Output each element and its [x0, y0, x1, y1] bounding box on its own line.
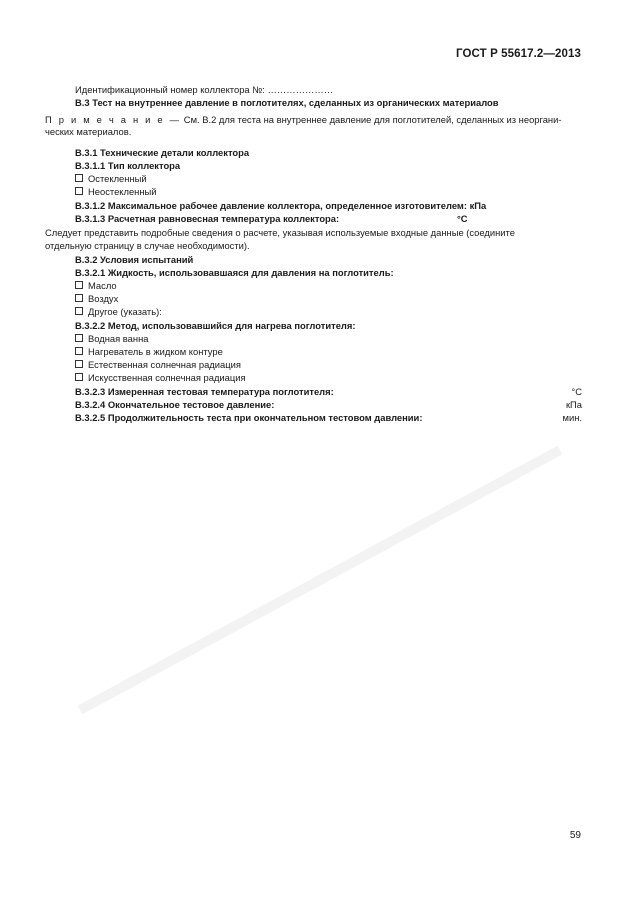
checkbox[interactable] [75, 373, 83, 381]
b324-heading: В.3.2.4 Окончательное тестовое давление: [75, 399, 275, 410]
checkbox[interactable] [75, 360, 83, 368]
section-title: В.3 Тест на внутреннее давление в поглотителях, сделанных из органических материалов [75, 97, 499, 108]
b322-heading: В.3.2.2 Метод, использовавшийся для нагрева поглотителя: [75, 320, 356, 331]
b323-unit: °С [571, 386, 582, 397]
instruction-line-1: Следует представить подробные сведения о расчете, указывая используемые входные данные (соедините [45, 227, 515, 238]
option-water-bath[interactable]: Водная ванна [75, 333, 148, 345]
checkbox[interactable] [75, 294, 83, 302]
b311-heading: В.3.1.1 Тип коллектора [75, 160, 181, 171]
page-number: 59 [569, 830, 581, 841]
b313-unit: °С [457, 213, 468, 224]
option-air[interactable]: Воздух [75, 293, 118, 305]
note-text-2: ческих материалов. [45, 126, 132, 137]
option-other[interactable]: Другое (указать): [75, 306, 162, 318]
checkbox[interactable] [75, 174, 83, 182]
option-loop-heater[interactable]: Нагреватель в жидком контуре [75, 346, 223, 358]
note-label: П р и м е ч а н и е — [45, 114, 182, 125]
checkbox[interactable] [75, 187, 83, 195]
document-header: ГОСТ Р 55617.2—2013 [456, 48, 581, 60]
option-natural-sun[interactable]: Естественная солнечная радиация [75, 359, 241, 371]
checkbox[interactable] [75, 334, 83, 342]
instruction-line-2: отдельную страницу в случае необходимости). [45, 240, 250, 251]
checkbox[interactable] [75, 307, 83, 315]
b325-heading: В.3.2.5 Продолжительность теста при окончательном тестовом давлении: [75, 412, 423, 423]
b324-unit: кПа [565, 399, 582, 410]
b32-heading: В.3.2 Условия испытаний [75, 254, 194, 265]
note-line-1 [45, 114, 582, 126]
b321-heading: В.3.2.1 Жидкость, использовавшаяся для давления на поглотитель: [75, 267, 394, 278]
b312-heading: В.3.1.2 Максимальное рабочее давление коллектора, определенное изготовителем: кПа [75, 200, 487, 211]
b323-heading: В.3.2.3 Измеренная тестовая температура поглотителя: [75, 386, 334, 397]
b313-heading: В.3.1.3 Расчетная равновесная температура коллектора: [75, 213, 340, 224]
option-oil[interactable]: Масло [75, 280, 117, 292]
option-glazed[interactable]: Остекленный [75, 173, 147, 185]
collector-id-line: Идентификационный номер коллектора №: ………………… [75, 84, 334, 95]
option-unglazed[interactable]: Неостекленный [75, 186, 157, 198]
checkbox[interactable] [75, 347, 83, 355]
b31-heading: В.3.1 Технические детали коллектора [75, 147, 250, 158]
note-text-1: См. В.2 для теста на внутреннее давление для поглотителей, сделанных из неоргани- [181, 114, 562, 125]
watermark-stripe [60, 430, 580, 730]
option-artificial-sun[interactable]: Искусственная солнечная радиация [75, 372, 246, 384]
b325-unit: мин. [562, 412, 582, 423]
checkbox[interactable] [75, 281, 83, 289]
